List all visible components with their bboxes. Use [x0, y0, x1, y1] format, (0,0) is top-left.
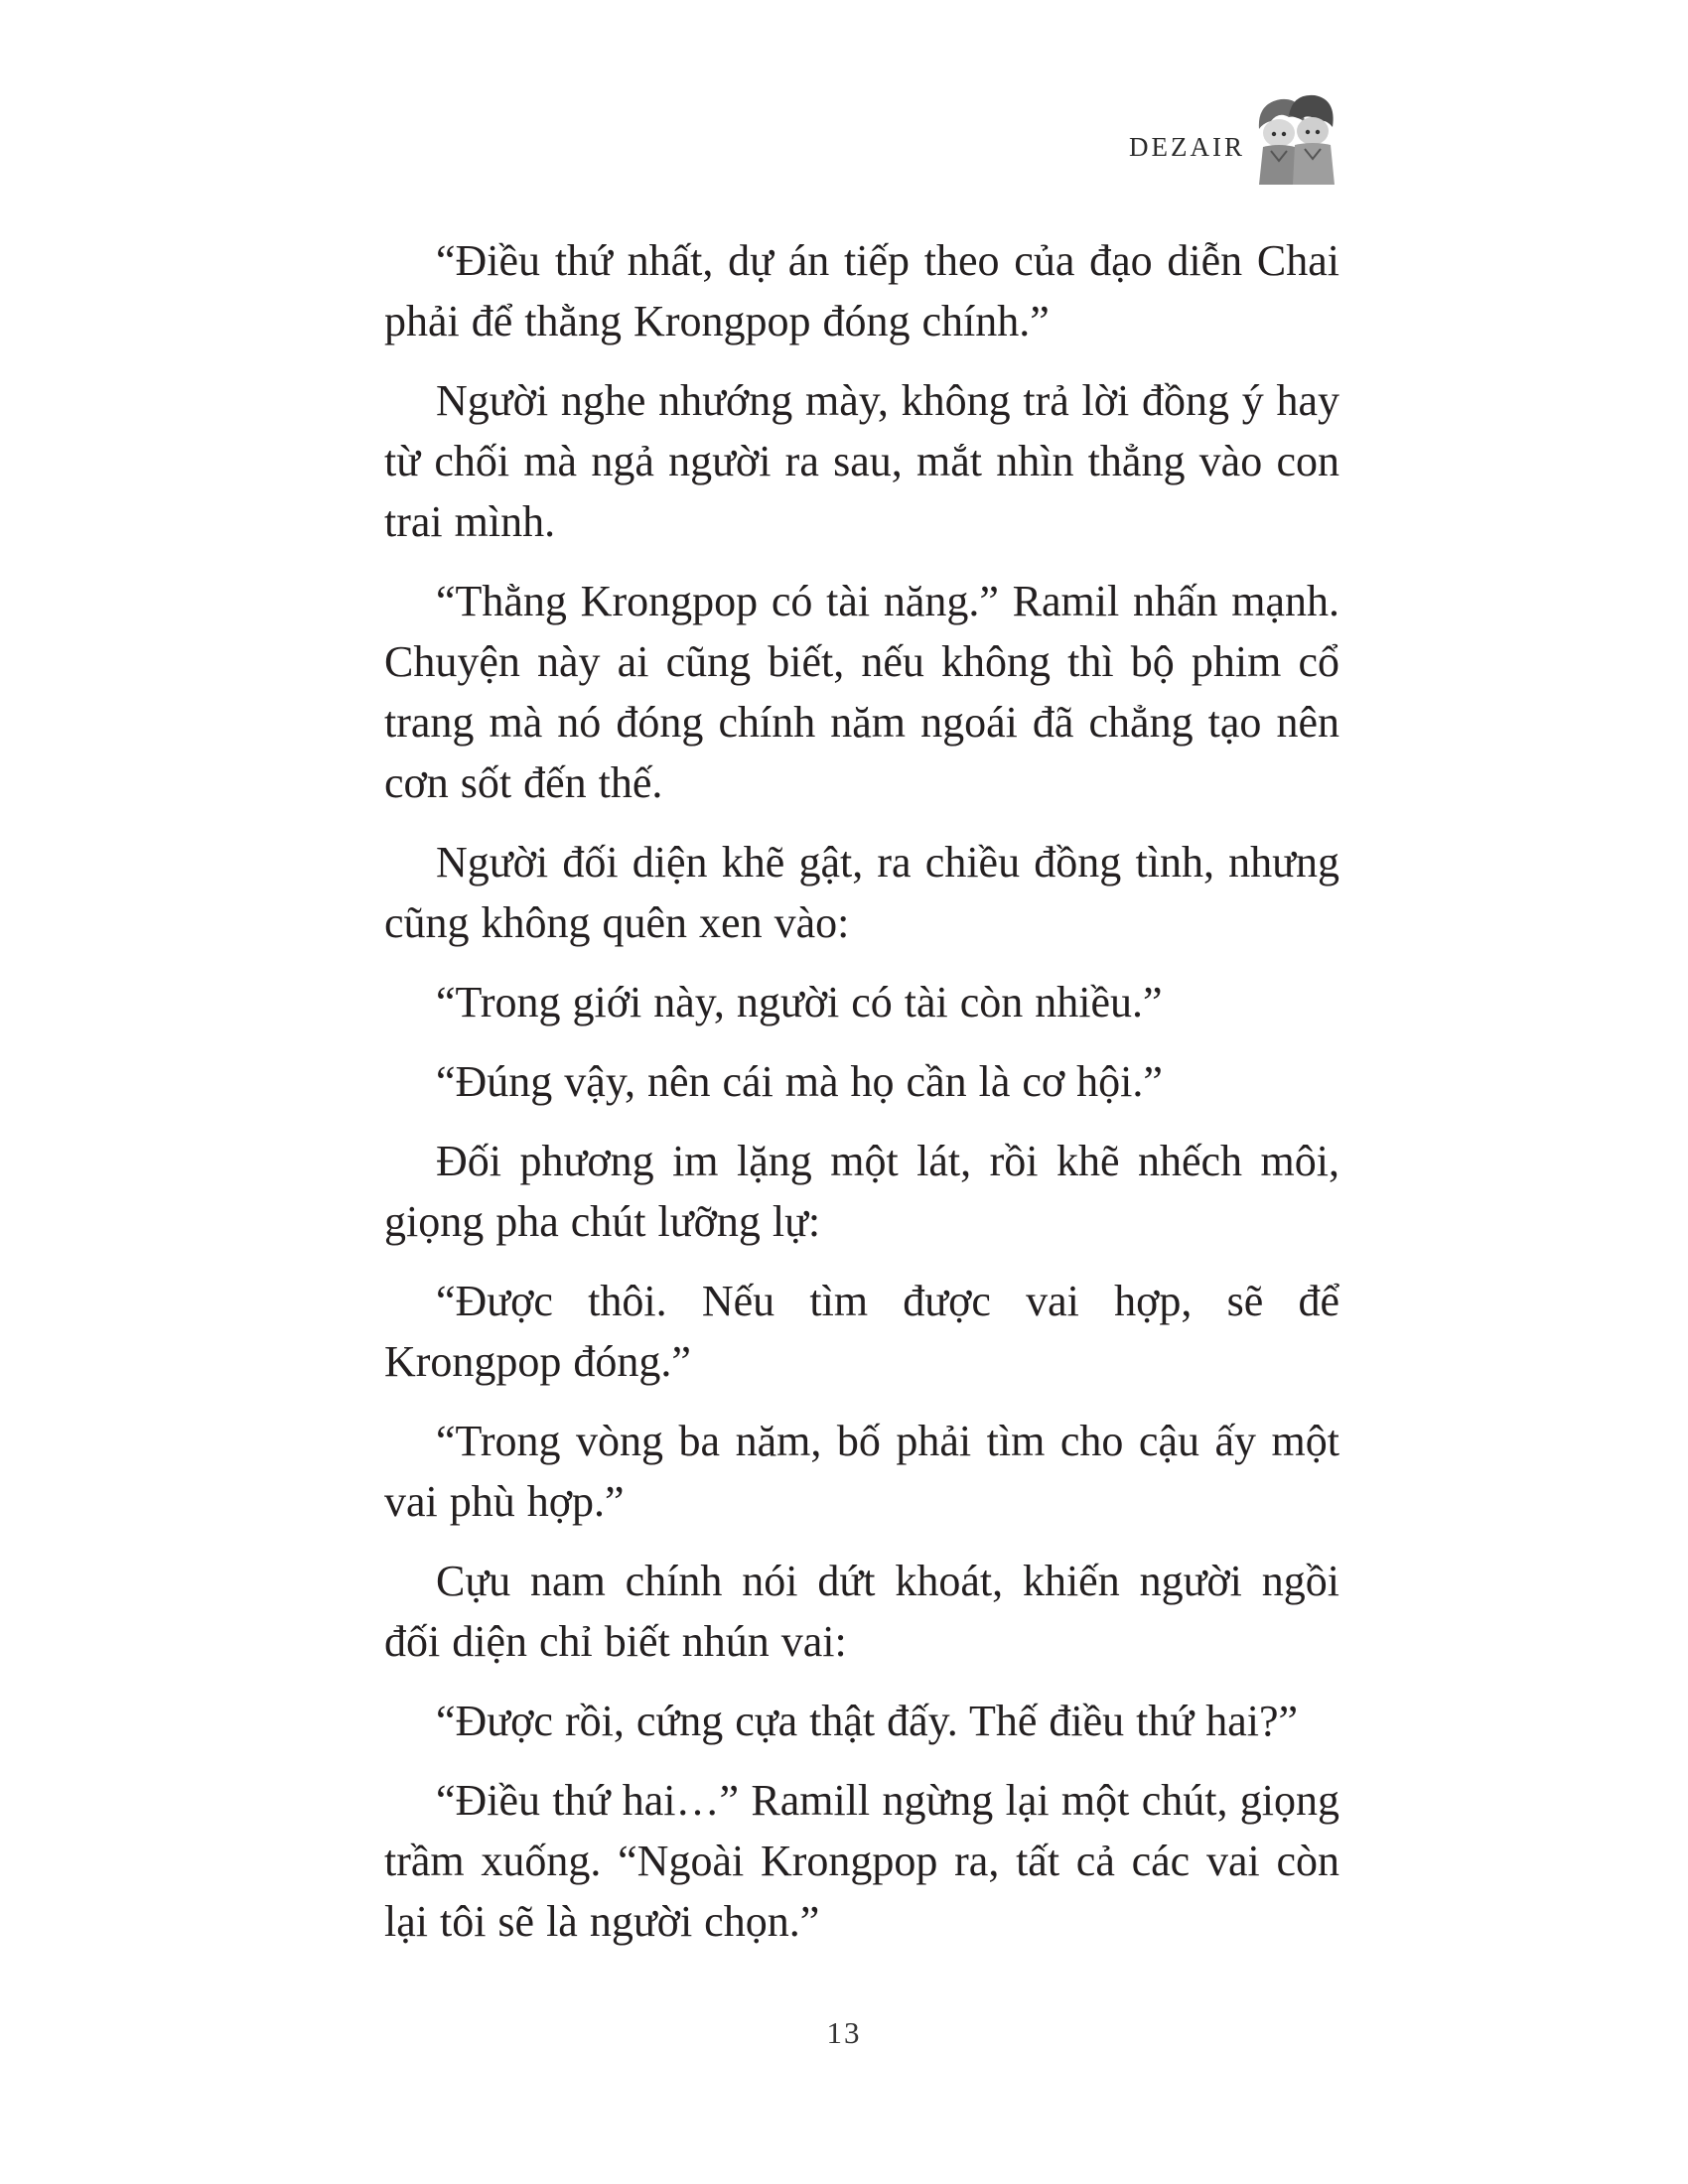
paragraph: “Thằng Krongpop có tài năng.” Ramil nhấn mạnh. Chuyện này ai cũng biết, nếu không thì bộ phim cổ trang mà nó đóng chính năm ngoái đã chẳng tạo nên cơn sốt đến thế. — [384, 577, 1339, 807]
paragraph: “Được rồi, cứng cựa thật đấy. Thế điều thứ hai?” — [436, 1697, 1299, 1745]
running-header — [1129, 89, 1340, 189]
paragraph: Cựu nam chính nói dứt khoát, khiến người ngồi đối diện chỉ biết nhún vai: — [384, 1557, 1339, 1666]
chibi-couple-logo-icon — [1249, 89, 1340, 189]
paragraph: Người đối diện khẽ gật, ra chiều đồng tình, nhưng cũng không quên xen vào: — [384, 838, 1339, 947]
paragraph: “Đúng vậy, nên cái mà họ cần là cơ hội.” — [436, 1057, 1163, 1106]
paragraph: Người nghe nhướng mày, không trả lời đồng ý hay từ chối mà ngả người ra sau, mắt nhìn thẳng vào con trai mình. — [384, 376, 1339, 546]
paragraph: “Điều thứ hai…” Ramill ngừng lại một chút, giọng trầm xuống. “Ngoài Krongpop ra, tất cả các vai còn lại tôi sẽ là người chọn.” — [384, 1776, 1339, 1946]
paragraph: “Điều thứ nhất, dự án tiếp theo của đạo diễn Chai phải để thằng Krongpop đóng chính.” — [384, 236, 1339, 345]
header-title: DEZAIR — [1129, 131, 1245, 162]
paragraph: “Được thôi. Nếu tìm được vai hợp, sẽ để Krongpop đóng.” — [384, 1277, 1339, 1386]
body-text — [384, 230, 1339, 1971]
paragraph: Đối phương im lặng một lát, rồi khẽ nhếch môi, giọng pha chút lưỡng lự: — [384, 1137, 1339, 1246]
page-number: 13 — [826, 2015, 862, 2050]
paragraph: “Trong vòng ba năm, bố phải tìm cho cậu ấy một vai phù hợp.” — [384, 1417, 1339, 1526]
paragraph: “Trong giới này, người có tài còn nhiều.” — [436, 978, 1163, 1026]
